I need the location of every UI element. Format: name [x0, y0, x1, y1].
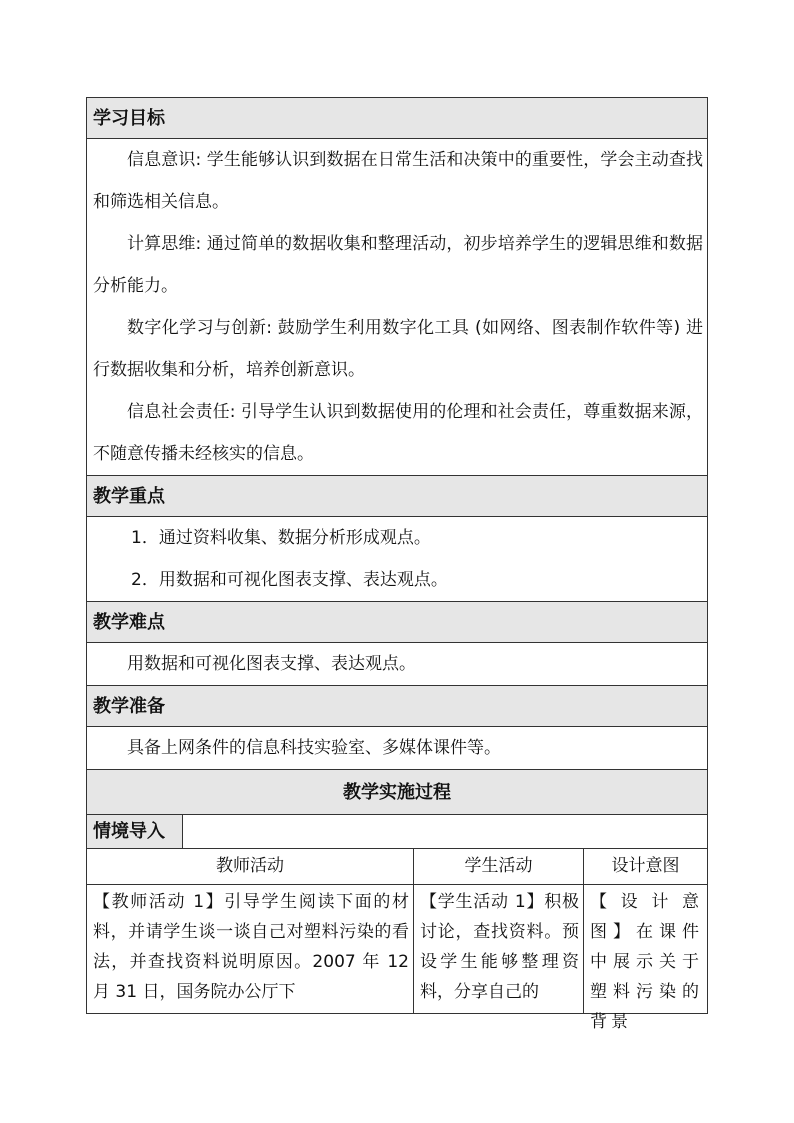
column-header-student: 学生活动 [414, 849, 584, 884]
activity-row [87, 885, 707, 1032]
objective-paragraph: 计算思维: 通过简单的数据收集和整理活动，初步培养学生的逻辑思维和数据分析能力。 [93, 234, 703, 296]
objective-paragraph: 信息社会责任: 引导学生认识到数据使用的伦理和社会责任，尊重数据来源，不随意传播未经核实的信息。 [93, 402, 703, 464]
section-header-difficulties: 教学难点 [87, 602, 707, 643]
section-header-preparation: 教学准备 [87, 686, 707, 727]
teacher-activity-cell: 【教师活动 1】引导学生阅读下面的材料，并请学生谈一谈自己对塑料污染的看法，并查找资料说明原因。2007 年 12 月 31 日，国务院办公厅下 [87, 885, 414, 1013]
stage-row [87, 815, 707, 849]
column-header-teacher: 教师活动 [87, 849, 414, 884]
stage-label: 情境导入 [87, 815, 183, 848]
section-header-objectives: 学习目标 [87, 98, 707, 139]
column-header-intent: 设计意图 [611, 856, 680, 876]
activity-column-headers [87, 849, 707, 885]
preparation-body [87, 727, 707, 770]
objectives-body [87, 139, 707, 476]
objective-paragraph: 数字化学习与创新: 鼓励学生利用数字化工具 (如网络、图表制作软件等) 进行数据收集和分析，培养创新意识。 [93, 318, 703, 380]
preparation-text: 具备上网条件的信息科技实验室、多媒体课件等。 [127, 738, 501, 758]
objective-paragraph: 信息意识: 学生能够认识到数据在日常生活和决策中的重要性，学会主动查找和筛选相关信息。 [93, 150, 703, 212]
lesson-plan-table [86, 97, 708, 1032]
section-header-process: 教学实施过程 [87, 770, 707, 815]
key-point-item: 1．通过资料收集、数据分析形成观点。 [131, 528, 431, 548]
key-points-body [87, 517, 707, 602]
difficulties-body [87, 643, 707, 686]
difficulty-text: 用数据和可视化图表支撑、表达观点。 [127, 654, 416, 674]
key-point-item: 2．用数据和可视化图表支撑、表达观点。 [131, 570, 448, 590]
section-header-key-points: 教学重点 [87, 476, 707, 517]
design-intent-cell: 【设计意图】在课件中展示关于塑料污染的背景 [590, 892, 703, 1032]
student-activity-cell: 【学生活动 1】积极讨论，查找资料。预设学生能够整理资料，分享自己的 [414, 885, 584, 1013]
stage-empty-cell [183, 815, 707, 848]
